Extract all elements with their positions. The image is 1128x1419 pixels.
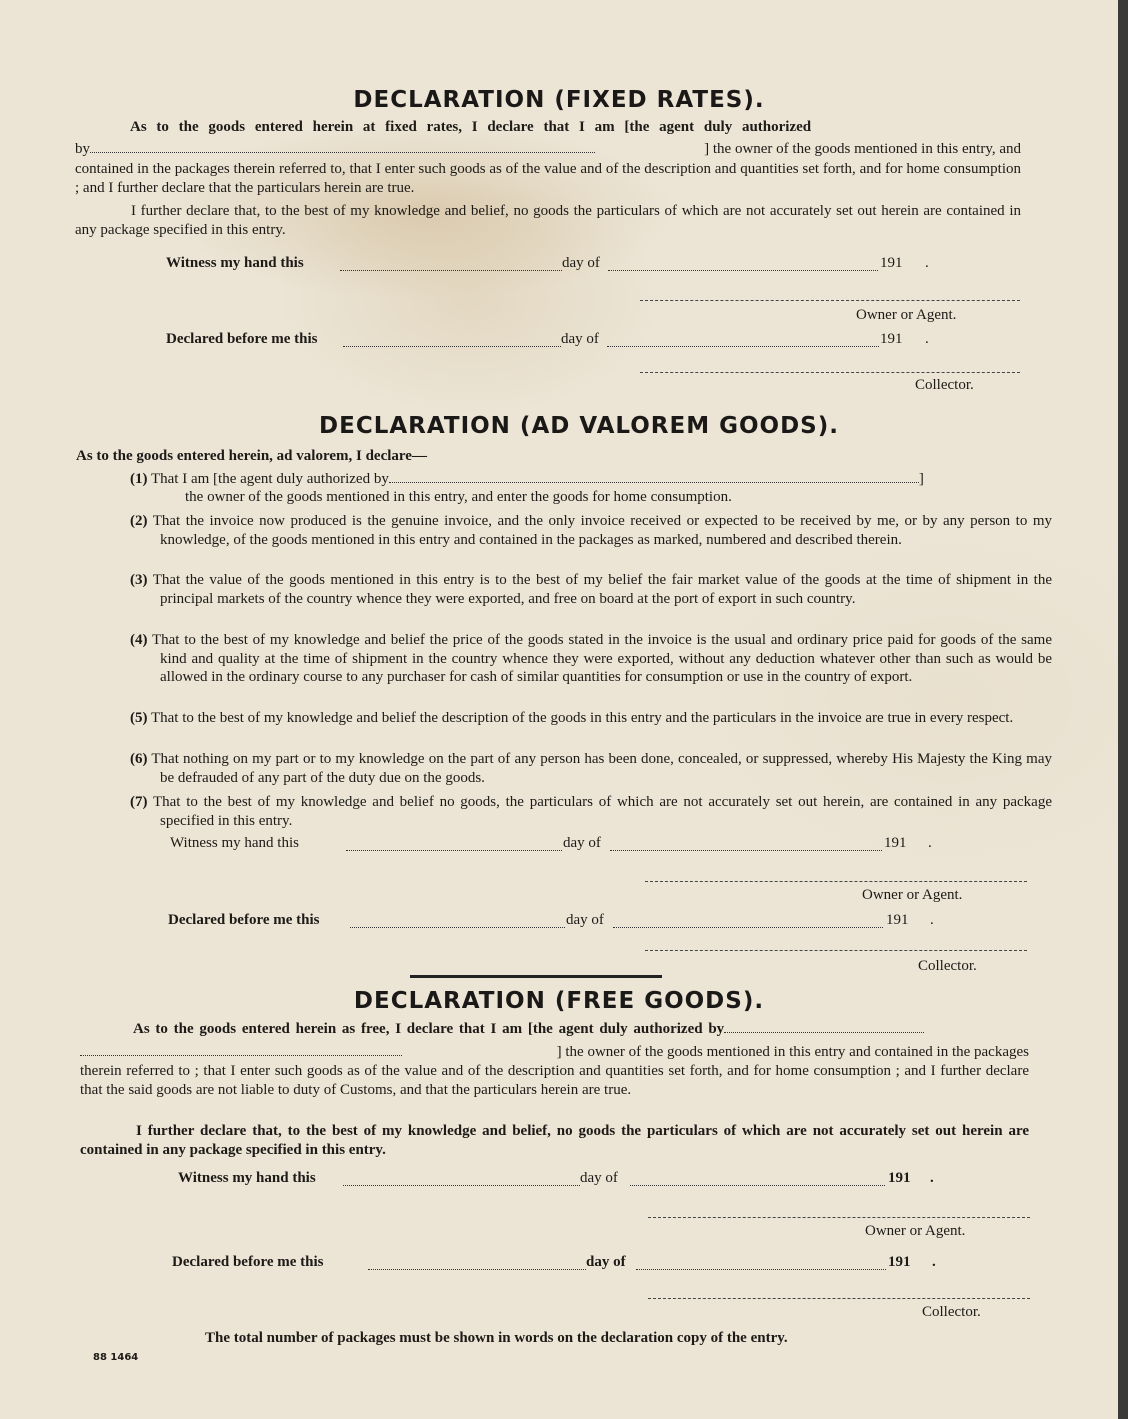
free-owner-label: Owner or Agent.: [865, 1223, 966, 1239]
adv-collector-signature-line[interactable]: [645, 950, 1027, 951]
section-separator-rule: [410, 975, 662, 978]
free-p1-text-a: As to the goods entered herein as free, I declare that I am [the agent duly authorized by: [133, 1021, 725, 1037]
fixed-declared-year-dot: .: [925, 331, 929, 347]
free-p1-line-b: [80, 1043, 1029, 1062]
free-collector-label: Collector.: [922, 1304, 981, 1320]
fixed-witness-label: Witness my hand this: [166, 255, 304, 271]
free-witness-dayof-label: day of: [580, 1170, 618, 1186]
free-witness-year-dot: .: [930, 1170, 934, 1186]
item-7-text: That to the best of my knowledge and belief no goods, the particulars of which are not accurately set out herein, are contained in any package specified in this entry.: [152, 794, 1053, 829]
free-p1-text-b: ] the owner of the goods mentioned in this entry and contained in the packages: [556, 1044, 1029, 1060]
ad-valorem-title: DECLARATION (AD VALOREM GOODS).: [319, 413, 839, 439]
adv-witness-dayof-label: day of: [563, 835, 601, 851]
fixed-witness-dayof-label: day of: [562, 255, 600, 271]
fixed-owner-label: Owner or Agent.: [856, 307, 957, 323]
adv-witness-label: Witness my hand this: [170, 835, 299, 851]
adv-owner-signature-line[interactable]: [645, 881, 1027, 882]
ad-valorem-item-2: [130, 512, 1052, 549]
free-witness-day-field[interactable]: [343, 1185, 580, 1186]
ad-valorem-item-5: [130, 709, 1052, 728]
fixed-witness-month-field[interactable]: [608, 270, 878, 271]
adv-witness-day-field[interactable]: [346, 850, 562, 851]
ad-valorem-item-1-line-b: the owner of the goods mentioned in this entry, and enter the goods for home consumption.: [185, 489, 732, 505]
fixed-p2: I further declare that, to the best of my knowledge and belief, no goods the particulars of which are not accurately set out herein are contained in any package specified in this entry.: [75, 203, 1021, 238]
item-1-agent-blank[interactable]: [389, 482, 919, 483]
item-6-number: (6): [130, 751, 148, 767]
adv-declared-year: 191: [886, 912, 909, 928]
free-collector-signature-line[interactable]: [648, 1298, 1030, 1299]
fixed-p1-line-c: contained in the packages therein referred to, that I enter such goods as of the value and of the description and quantities set forth, and for home consumption ; and I further declare that the particulars herein are true.: [75, 161, 1021, 196]
free-declared-month-field[interactable]: [636, 1269, 886, 1270]
adv-declared-dayof-label: day of: [566, 912, 604, 928]
fixed-collector-label: Collector.: [915, 377, 974, 393]
fixed-witness-year: 191: [880, 255, 903, 271]
free-declared-year-dot: .: [932, 1254, 936, 1270]
adv-declared-month-field[interactable]: [613, 927, 883, 928]
free-agent-blank-a[interactable]: [724, 1032, 924, 1033]
adv-witness-year-dot: .: [928, 835, 932, 851]
adv-declared-day-field[interactable]: [350, 927, 565, 928]
form-code: 88 1464: [93, 1352, 139, 1363]
fixed-declared-month-field[interactable]: [607, 346, 879, 347]
free-p1-line-a: [133, 1020, 1029, 1039]
ad-valorem-item-6: [130, 750, 1052, 787]
fixed-rates-title: DECLARATION (FIXED RATES).: [353, 87, 765, 113]
item-2-text: That the invoice now produced is the genuine invoice, and the only invoice received or expected to be received by me, or by any person to my knowledge, of the goods mentioned in this entry and contained in the packages as marked, numbered and described therein.: [152, 513, 1052, 548]
item-4-number: (4): [130, 632, 148, 648]
free-agent-blank-b[interactable]: [80, 1055, 402, 1056]
adv-witness-year: 191: [884, 835, 907, 851]
free-witness-year: 191: [888, 1170, 911, 1186]
item-6-text: That nothing on my part or to my knowledge on the part of any person has been done, concealed, or suppressed, whereby His Majesty the King may be defrauded of any part of the duty due on the goods.: [151, 751, 1052, 786]
adv-witness-month-field[interactable]: [610, 850, 882, 851]
fixed-p1-line-a: As to the goods entered herein at fixed rates, I declare that I am [the agent duly authorized: [130, 119, 812, 135]
item-1-text-a: That I am [the agent duly authorized by: [150, 471, 389, 487]
fixed-owner-signature-line[interactable]: [640, 300, 1020, 301]
item-2-number: (2): [130, 513, 148, 529]
adv-owner-label: Owner or Agent.: [862, 887, 963, 903]
ad-valorem-item-3: [130, 571, 1052, 608]
fixed-declared-dayof-label: day of: [561, 331, 599, 347]
item-1-number: (1): [130, 471, 148, 487]
free-declared-dayof-label: day of: [586, 1254, 626, 1270]
item-4-text: That to the best of my knowledge and belief the price of the goods stated in the invoice is the usual and ordinary price paid for goods of the same kind and quality at the time of shipment in the country whence they were exported, without any deduction whatever other than such as would be allowed in the ordinary course to any purchaser for cash of similar quantities for consumption or use in the country of export.: [151, 632, 1052, 685]
adv-collector-label: Collector.: [918, 958, 977, 974]
fixed-declared-year: 191: [880, 331, 903, 347]
fixed-owner-text: ] the owner of the goods mentioned in this entry, and: [704, 141, 1021, 157]
ad-valorem-intro: As to the goods entered herein, ad valorem, I declare—: [76, 448, 427, 464]
ad-valorem-item-7: [130, 793, 1052, 830]
fixed-agent-blank[interactable]: [90, 152, 595, 153]
item-3-text: That the value of the goods mentioned in this entry is to the best of my belief the fair market value of the goods at the time of shipment in the principal markets of the country whence they were exported, and free on board at the port of export in such country.: [152, 572, 1052, 607]
fixed-collector-signature-line[interactable]: [640, 372, 1020, 373]
free-declared-day-field[interactable]: [368, 1269, 586, 1270]
item-3-number: (3): [130, 572, 148, 588]
item-5-number: (5): [130, 710, 148, 726]
free-goods-title: DECLARATION (FREE GOODS).: [353, 988, 765, 1014]
item-7-number: (7): [130, 794, 148, 810]
free-owner-signature-line[interactable]: [648, 1217, 1030, 1218]
adv-declared-label: Declared before me this: [168, 912, 320, 928]
fixed-p1-line-b: [75, 140, 1021, 159]
fixed-declared-label: Declared before me this: [166, 331, 318, 347]
fixed-witness-year-dot: .: [925, 255, 929, 271]
adv-declared-year-dot: .: [930, 912, 934, 928]
free-declared-year: 191: [888, 1254, 911, 1270]
ad-valorem-item-1: [130, 470, 1025, 489]
footer-note: The total number of packages must be shown in words on the declaration copy of the entry.: [205, 1330, 788, 1346]
item-1-bracket: ]: [918, 471, 924, 487]
free-witness-label: Witness my hand this: [178, 1170, 316, 1186]
free-declared-label: Declared before me this: [172, 1254, 324, 1270]
fixed-by-label: by: [75, 141, 90, 157]
free-witness-month-field[interactable]: [630, 1185, 885, 1186]
free-p2: I further declare that, to the best of my knowledge and belief, no goods the particulars of which are not accurately set out herein are contained in any package specified in this entry.: [80, 1123, 1029, 1158]
fixed-declared-day-field[interactable]: [343, 346, 561, 347]
item-5-text: That to the best of my knowledge and belief the description of the goods in this entry and the particulars in the invoice are true in every respect.: [150, 710, 1014, 726]
ad-valorem-item-4: [130, 631, 1052, 687]
free-p1-line-c: therein referred to ; that I enter such goods as of the value and of the description and quantities set forth, and for home consumption ; and I further declare that the said goods are not liable to duty of Customs, and that the particulars herein are true.: [80, 1063, 1029, 1098]
fixed-witness-day-field[interactable]: [340, 270, 562, 271]
